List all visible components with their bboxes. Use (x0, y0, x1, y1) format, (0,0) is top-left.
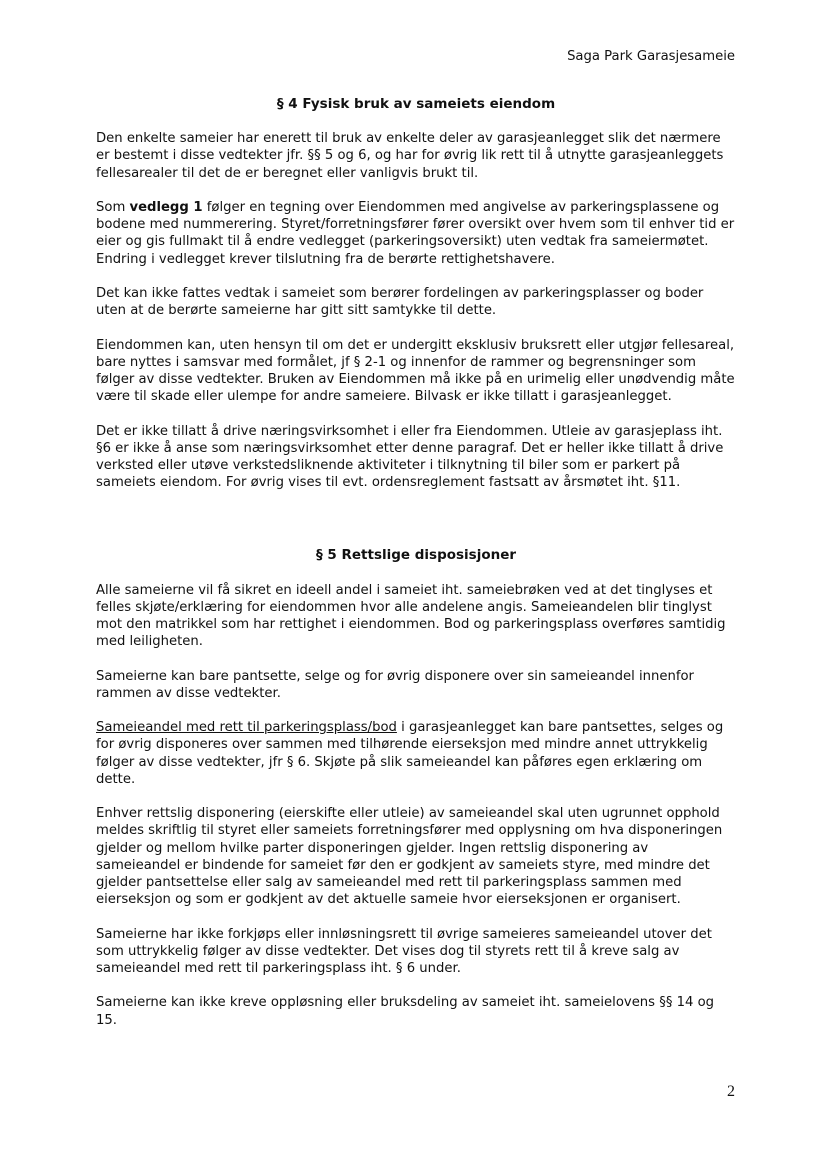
section-5-paragraph-6: Sameierne kan ikke kreve oppløsning eller bruksdeling av sameiet iht. sameielovens §§ 14 og 15. (96, 995, 715, 1028)
section-5-heading: § 5 Rettslige disposisjoner (315, 547, 517, 564)
attachment-reference: vedlegg 1 (129, 200, 203, 215)
section-5-paragraph-3 (96, 719, 736, 788)
section-5-paragraph-2: Sameierne kan bare pantsette, selge og for øvrig disponere over sin sameieandel innenfor rammen av disse vedtekter. (96, 668, 694, 701)
paragraph-text: følger en tegning over Eiendommen med angivelse av parkeringsplassene og bodene med nummerering. Styret/forretningsfører fører oversikt over hvem som til enhver tid er eier og gis fullmakt til å endre vedlegget (parkeringsoversikt) uten vedtak fra sameiermøtet. Endring i vedlegget krever tilslutning fra de berørte rettighetshavere. (96, 200, 735, 267)
section-4-paragraph-2 (96, 199, 736, 268)
underlined-term: Sameieandel med rett til parkeringsplass/bod (96, 720, 397, 736)
document-body (96, 96, 736, 1046)
section-4-paragraph-1: Den enkelte sameier har enerett til bruk av enkelte deler av garasjeanlegget slik det nærmere er bestemt i disse vedtekter jfr. §§ 5 og 6, og har for øvrig lik rett til å utnytte garasjeanleggets fellesarealer til det de er beregnet eller vanligvis brukt til. (96, 131, 724, 181)
page-number: 2 (727, 1083, 735, 1100)
section-5-paragraph-4: Enhver rettslig disponering (eierskifte eller utleie) av sameieandel skal uten ugrunnet opphold meldes skriftlig til styret eller sameiets forretningsfører med opplysning om hva disponeringen gjelder og mellom hvilke parter disponeringen gjelder. Ingen rettslig disponering av sameieandel er bindende for sameiet før den er godkjent av sameiets styre, med mindre det gjelder pantsettelse eller salg av sameieandel med rett til parkeringsplass sammen med eierseksjon og som er godkjent av det aktuelle sameie hvor eierseksjonen er organisert. (96, 806, 723, 908)
section-5-paragraph-5: Sameierne har ikke forkjøps eller innløsningsrett til øvrige sameieres sameieandel utover det som uttrykkelig følger av disse vedtekter. Det vises dog til styrets rett til å kreve salg av sameieandel med rett til parkeringsplass iht. § 6 under. (96, 926, 712, 977)
paragraph-text: Som (96, 200, 130, 215)
section-5-paragraph-1: Alle sameierne vil få sikret en ideell andel i sameiet iht. sameiebrøken ved at det tinglyses et felles skjøte/erklæring for eiendommen hvor alle andelene angis. Sameieandelen blir tinglyst mot den matrikkel som har rettighet i eiendommen. Bod og parkeringsplass overføres samtidig med leiligheten. (96, 582, 726, 650)
page-header: Saga Park Garasjesameie (567, 49, 735, 64)
section-4-paragraph-5: Det er ikke tillatt å drive næringsvirksomhet i eller fra Eiendommen. Utleie av garasjeplass iht. §6 er ikke å anse som næringsvirksomhet etter denne paragraf. Det er heller ikke tillatt å drive verksted eller utøve verkstedsliknende aktiviteter i tilknytning til biler som er parkert på sameiets eiendom. For øvrig vises til evt. ordensreglement fastsatt av årsmøtet iht. §11. (96, 423, 724, 491)
paragraph-text: i garasjeanlegget kan bare pantsettes, selges og for øvrig disponeres over sammen med tilhørende eierseksjon med mindre annet uttrykkelig følger av disse vedtekter, jfr § 6. Skjøte på slik sameieandel kan påføres egen erklæring om dette. (96, 720, 724, 787)
section-4-heading: § 4 Fysisk bruk av sameiets eiendom (276, 96, 556, 112)
section-4-paragraph-3: Det kan ikke fattes vedtak i sameiet som berører fordelingen av parkeringsplasser og boder uten at de berørte sameierne har gitt sitt samtykke til dette. (96, 286, 704, 319)
section-4-paragraph-4: Eiendommen kan, uten hensyn til om det er undergitt eksklusiv bruksrett eller utgjør fellesareal, bare nyttes i samsvar med formålet, jf § 2-1 og innenfor de rammer og begrensninger som følger av disse vedtekter. Bruken av Eiendommen må ikke på en urimelig eller unødvendig måte være til skade eller ulempe for andre sameiere. Bilvask er ikke tillatt i garasjeanlegget. (96, 337, 735, 405)
